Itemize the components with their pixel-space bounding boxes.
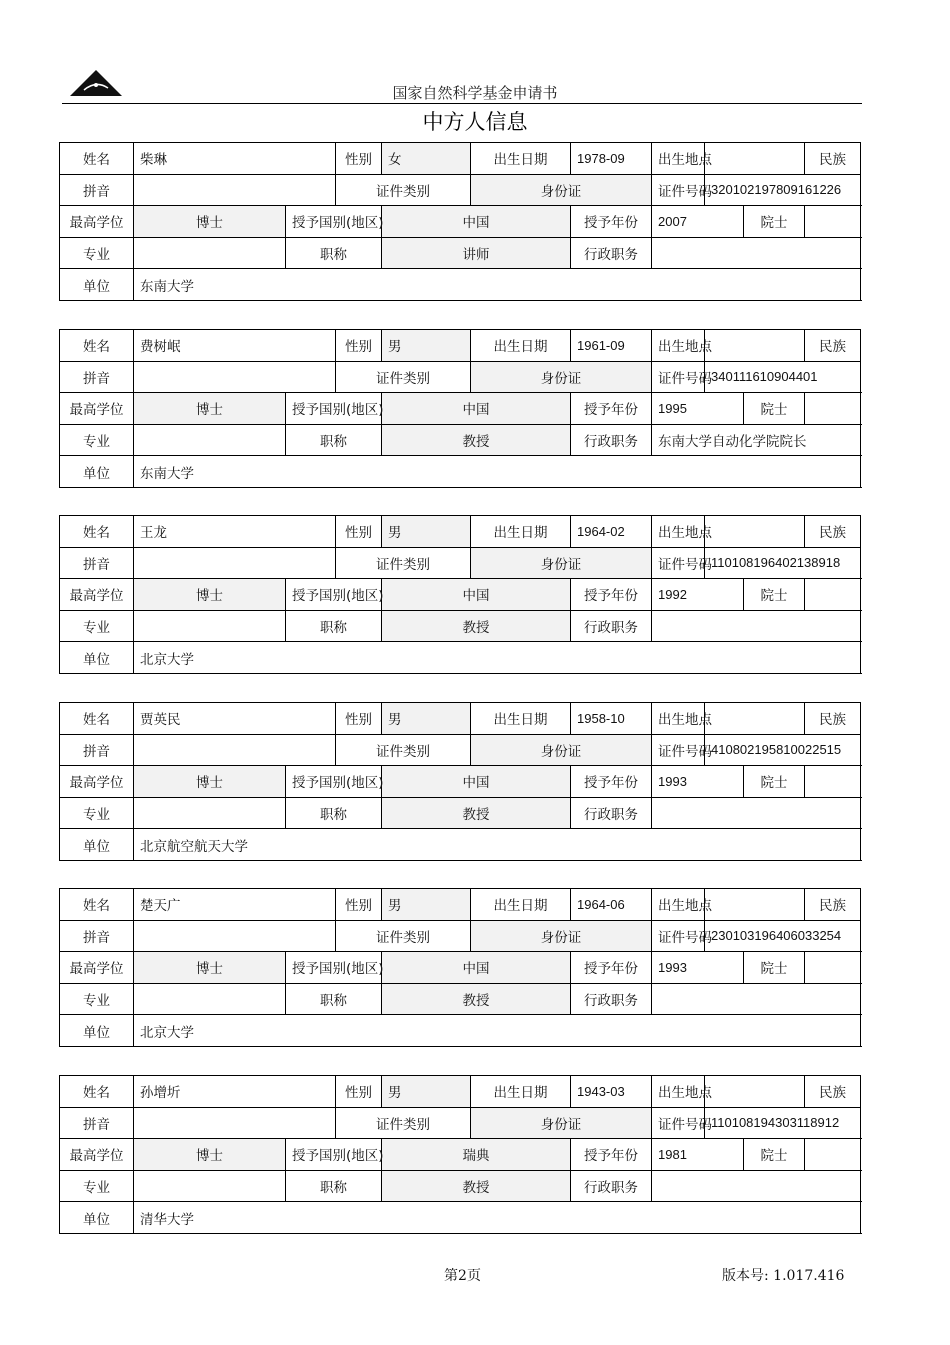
header-divider	[62, 103, 862, 104]
label-major: 专业	[60, 797, 134, 829]
field-id-type[interactable]: 身份证	[471, 547, 652, 579]
table-row	[60, 206, 861, 238]
field-academician[interactable]	[805, 206, 861, 238]
label-id-type: 证件类别	[336, 361, 471, 393]
label-name: 姓名	[60, 889, 134, 921]
label-title: 职称	[286, 983, 382, 1015]
table-row	[60, 547, 861, 579]
field-degree[interactable]: 博士	[134, 1139, 286, 1171]
field-title[interactable]: 教授	[382, 983, 571, 1015]
field-degree-country[interactable]: 中国	[382, 579, 571, 611]
field-name[interactable]: 柴琳	[134, 143, 336, 175]
label-gender: 性别	[336, 516, 382, 548]
table-row	[60, 703, 861, 735]
table-row	[60, 766, 861, 798]
label-degree-country: 授予国别(地区)	[286, 766, 382, 798]
label-degree-year: 授予年份	[571, 952, 652, 984]
table-row	[60, 143, 861, 175]
table-row	[60, 889, 861, 921]
person-info-table	[59, 1075, 861, 1234]
field-degree[interactable]: 博士	[134, 393, 286, 425]
label-id-number: 证件号码	[652, 547, 705, 579]
label-academician: 院士	[744, 766, 805, 798]
label-ethnicity: 民族	[805, 330, 861, 362]
table-row	[60, 579, 861, 611]
label-degree-year: 授予年份	[571, 766, 652, 798]
label-birth-place: 出生地点	[652, 143, 705, 175]
table-row	[60, 237, 861, 269]
label-birth-place: 出生地点	[652, 516, 705, 548]
field-birth-date[interactable]: 1958-10	[571, 703, 652, 735]
table-row	[60, 1202, 861, 1234]
label-ethnicity: 民族	[805, 516, 861, 548]
field-academician[interactable]	[805, 579, 861, 611]
label-degree-year: 授予年份	[571, 393, 652, 425]
field-title[interactable]: 讲师	[382, 237, 571, 269]
field-academician[interactable]	[805, 766, 861, 798]
label-degree-year: 授予年份	[571, 579, 652, 611]
field-pinyin[interactable]	[134, 734, 336, 766]
table-row	[60, 1170, 861, 1202]
label-major: 专业	[60, 237, 134, 269]
field-unit[interactable]: 北京大学	[134, 1015, 861, 1047]
field-birth-place[interactable]	[705, 703, 805, 735]
label-birth-date: 出生日期	[471, 1076, 571, 1108]
field-name[interactable]: 王龙	[134, 516, 336, 548]
table-row	[60, 952, 861, 984]
field-degree-country[interactable]: 中国	[382, 952, 571, 984]
label-degree: 最高学位	[60, 206, 134, 238]
label-title: 职称	[286, 610, 382, 642]
field-unit[interactable]: 北京航空航天大学	[134, 829, 861, 861]
field-id-number[interactable]: 110108196402138918	[705, 547, 861, 579]
field-id-number[interactable]: 410802195810022515	[705, 734, 861, 766]
label-major: 专业	[60, 424, 134, 456]
section-title: 中方人信息	[422, 110, 528, 134]
field-birth-place[interactable]	[705, 1076, 805, 1108]
field-degree-year[interactable]: 2007	[652, 206, 744, 238]
field-academician[interactable]	[805, 1139, 861, 1171]
field-id-type[interactable]: 身份证	[471, 174, 652, 206]
label-birth-place: 出生地点	[652, 330, 705, 362]
label-major: 专业	[60, 983, 134, 1015]
field-gender[interactable]: 男	[382, 516, 471, 548]
label-degree: 最高学位	[60, 766, 134, 798]
field-title[interactable]: 教授	[382, 610, 571, 642]
label-gender: 性别	[336, 330, 382, 362]
page-number: 第2页	[444, 1268, 481, 1284]
label-gender: 性别	[336, 1076, 382, 1108]
field-degree-country[interactable]: 瑞典	[382, 1139, 571, 1171]
label-id-type: 证件类别	[336, 174, 471, 206]
table-row	[60, 1015, 861, 1047]
field-birth-place[interactable]	[705, 889, 805, 921]
field-admin-post[interactable]: 东南大学自动化学院院长	[652, 424, 861, 456]
field-birth-date[interactable]: 1943-03	[571, 1076, 652, 1108]
label-admin-post: 行政职务	[571, 610, 652, 642]
field-gender[interactable]: 男	[382, 330, 471, 362]
field-academician[interactable]	[805, 393, 861, 425]
person-info-table	[59, 329, 861, 488]
field-major[interactable]	[134, 1170, 286, 1202]
label-degree-year: 授予年份	[571, 1139, 652, 1171]
table-row	[60, 797, 861, 829]
label-gender: 性别	[336, 889, 382, 921]
label-unit: 单位	[60, 456, 134, 488]
label-birth-place: 出生地点	[652, 1076, 705, 1108]
label-id-number: 证件号码	[652, 1107, 705, 1139]
field-degree-country[interactable]: 中国	[382, 206, 571, 238]
field-admin-post[interactable]	[652, 610, 861, 642]
field-degree[interactable]: 博士	[134, 952, 286, 984]
table-row	[60, 424, 861, 456]
field-admin-post[interactable]	[652, 797, 861, 829]
label-degree: 最高学位	[60, 952, 134, 984]
field-birth-place[interactable]	[705, 516, 805, 548]
field-major[interactable]	[134, 424, 286, 456]
field-id-type[interactable]: 身份证	[471, 920, 652, 952]
field-id-number[interactable]: 230103196406033254	[705, 920, 861, 952]
label-degree: 最高学位	[60, 1139, 134, 1171]
field-title[interactable]: 教授	[382, 424, 571, 456]
field-major[interactable]	[134, 610, 286, 642]
label-academician: 院士	[744, 393, 805, 425]
field-major[interactable]	[134, 797, 286, 829]
label-title: 职称	[286, 797, 382, 829]
field-birth-place[interactable]	[705, 330, 805, 362]
label-academician: 院士	[744, 579, 805, 611]
field-id-type[interactable]: 身份证	[471, 734, 652, 766]
label-academician: 院士	[744, 1139, 805, 1171]
label-ethnicity: 民族	[805, 143, 861, 175]
label-birth-date: 出生日期	[471, 889, 571, 921]
person-info-table	[59, 515, 861, 674]
field-pinyin[interactable]	[134, 174, 336, 206]
label-admin-post: 行政职务	[571, 237, 652, 269]
label-unit: 单位	[60, 1015, 134, 1047]
label-id-number: 证件号码	[652, 361, 705, 393]
label-ethnicity: 民族	[805, 889, 861, 921]
person-info-table	[59, 702, 861, 861]
label-id-number: 证件号码	[652, 734, 705, 766]
table-row	[60, 1139, 861, 1171]
label-gender: 性别	[336, 143, 382, 175]
label-admin-post: 行政职务	[571, 1170, 652, 1202]
label-major: 专业	[60, 1170, 134, 1202]
label-birth-place: 出生地点	[652, 889, 705, 921]
table-row	[60, 642, 861, 674]
label-pinyin: 拼音	[60, 361, 134, 393]
label-birth-date: 出生日期	[471, 143, 571, 175]
label-id-number: 证件号码	[652, 920, 705, 952]
field-unit[interactable]: 东南大学	[134, 456, 861, 488]
field-birth-date[interactable]: 1964-06	[571, 889, 652, 921]
field-birth-date[interactable]: 1961-09	[571, 330, 652, 362]
label-id-type: 证件类别	[336, 1107, 471, 1139]
field-degree-year[interactable]: 1981	[652, 1139, 744, 1171]
label-title: 职称	[286, 237, 382, 269]
field-title[interactable]: 教授	[382, 797, 571, 829]
label-pinyin: 拼音	[60, 734, 134, 766]
label-id-type: 证件类别	[336, 920, 471, 952]
label-unit: 单位	[60, 642, 134, 674]
field-title[interactable]: 教授	[382, 1170, 571, 1202]
label-birth-date: 出生日期	[471, 703, 571, 735]
field-pinyin[interactable]	[134, 361, 336, 393]
label-degree-country: 授予国别(地区)	[286, 579, 382, 611]
field-name[interactable]: 贾英民	[134, 703, 336, 735]
table-row	[60, 174, 861, 206]
field-gender[interactable]: 男	[382, 889, 471, 921]
label-major: 专业	[60, 610, 134, 642]
field-degree-country[interactable]: 中国	[382, 393, 571, 425]
field-birth-place[interactable]	[705, 143, 805, 175]
label-unit: 单位	[60, 829, 134, 861]
field-degree-year[interactable]: 1992	[652, 579, 744, 611]
field-id-type[interactable]: 身份证	[471, 361, 652, 393]
field-id-number[interactable]: 320102197809161226	[705, 174, 861, 206]
label-unit: 单位	[60, 1202, 134, 1234]
field-unit[interactable]: 东南大学	[134, 269, 861, 301]
field-id-type[interactable]: 身份证	[471, 1107, 652, 1139]
label-birth-date: 出生日期	[471, 516, 571, 548]
field-unit[interactable]: 清华大学	[134, 1202, 861, 1234]
table-row	[60, 610, 861, 642]
table-row	[60, 361, 861, 393]
label-name: 姓名	[60, 1076, 134, 1108]
label-birth-date: 出生日期	[471, 330, 571, 362]
label-pinyin: 拼音	[60, 547, 134, 579]
field-degree-year[interactable]: 1993	[652, 766, 744, 798]
field-admin-post[interactable]	[652, 1170, 861, 1202]
field-birth-date[interactable]: 1964-02	[571, 516, 652, 548]
field-name[interactable]: 楚天广	[134, 889, 336, 921]
version-number: 版本号: 1.017.416	[722, 1268, 845, 1284]
document-header-title: 国家自然科学基金申请书	[392, 84, 558, 102]
label-id-type: 证件类别	[336, 734, 471, 766]
table-row	[60, 393, 861, 425]
label-gender: 性别	[336, 703, 382, 735]
label-id-type: 证件类别	[336, 547, 471, 579]
field-pinyin[interactable]	[134, 547, 336, 579]
field-id-number[interactable]: 110108194303118912	[705, 1107, 861, 1139]
field-academician[interactable]	[805, 952, 861, 984]
table-row	[60, 1107, 861, 1139]
label-name: 姓名	[60, 703, 134, 735]
table-row	[60, 920, 861, 952]
person-info-table	[59, 888, 861, 1047]
label-ethnicity: 民族	[805, 703, 861, 735]
label-degree-country: 授予国别(地区)	[286, 952, 382, 984]
label-title: 职称	[286, 1170, 382, 1202]
field-degree-year[interactable]: 1995	[652, 393, 744, 425]
label-academician: 院士	[744, 952, 805, 984]
field-degree[interactable]: 博士	[134, 579, 286, 611]
field-degree-country[interactable]: 中国	[382, 766, 571, 798]
field-id-number[interactable]: 340111610904401	[705, 361, 861, 393]
label-degree-country: 授予国别(地区)	[286, 206, 382, 238]
label-birth-place: 出生地点	[652, 703, 705, 735]
field-birth-date[interactable]: 1978-09	[571, 143, 652, 175]
label-pinyin: 拼音	[60, 1107, 134, 1139]
label-degree: 最高学位	[60, 579, 134, 611]
label-name: 姓名	[60, 516, 134, 548]
field-major[interactable]	[134, 237, 286, 269]
label-degree-country: 授予国别(地区)	[286, 393, 382, 425]
table-row	[60, 516, 861, 548]
label-name: 姓名	[60, 330, 134, 362]
table-row	[60, 269, 861, 301]
table-row	[60, 456, 861, 488]
table-row	[60, 829, 861, 861]
label-degree: 最高学位	[60, 393, 134, 425]
label-admin-post: 行政职务	[571, 983, 652, 1015]
field-major[interactable]	[134, 983, 286, 1015]
field-name[interactable]: 孙增圻	[134, 1076, 336, 1108]
person-info-table	[59, 142, 861, 301]
field-admin-post[interactable]	[652, 983, 861, 1015]
field-admin-post[interactable]	[652, 237, 861, 269]
field-name[interactable]: 费树岷	[134, 330, 336, 362]
field-degree-year[interactable]: 1993	[652, 952, 744, 984]
table-row	[60, 734, 861, 766]
label-degree-country: 授予国别(地区)	[286, 1139, 382, 1171]
table-row	[60, 330, 861, 362]
label-pinyin: 拼音	[60, 920, 134, 952]
table-row	[60, 1076, 861, 1108]
field-gender[interactable]: 男	[382, 703, 471, 735]
label-admin-post: 行政职务	[571, 797, 652, 829]
label-name: 姓名	[60, 143, 134, 175]
label-pinyin: 拼音	[60, 174, 134, 206]
label-academician: 院士	[744, 206, 805, 238]
table-row	[60, 983, 861, 1015]
label-admin-post: 行政职务	[571, 424, 652, 456]
label-unit: 单位	[60, 269, 134, 301]
label-id-number: 证件号码	[652, 174, 705, 206]
field-degree[interactable]: 博士	[134, 206, 286, 238]
label-ethnicity: 民族	[805, 1076, 861, 1108]
label-title: 职称	[286, 424, 382, 456]
field-gender[interactable]: 男	[382, 1076, 471, 1108]
field-gender[interactable]: 女	[382, 143, 471, 175]
field-pinyin[interactable]	[134, 1107, 336, 1139]
field-unit[interactable]: 北京大学	[134, 642, 861, 674]
label-degree-year: 授予年份	[571, 206, 652, 238]
field-degree[interactable]: 博士	[134, 766, 286, 798]
field-pinyin[interactable]	[134, 920, 336, 952]
